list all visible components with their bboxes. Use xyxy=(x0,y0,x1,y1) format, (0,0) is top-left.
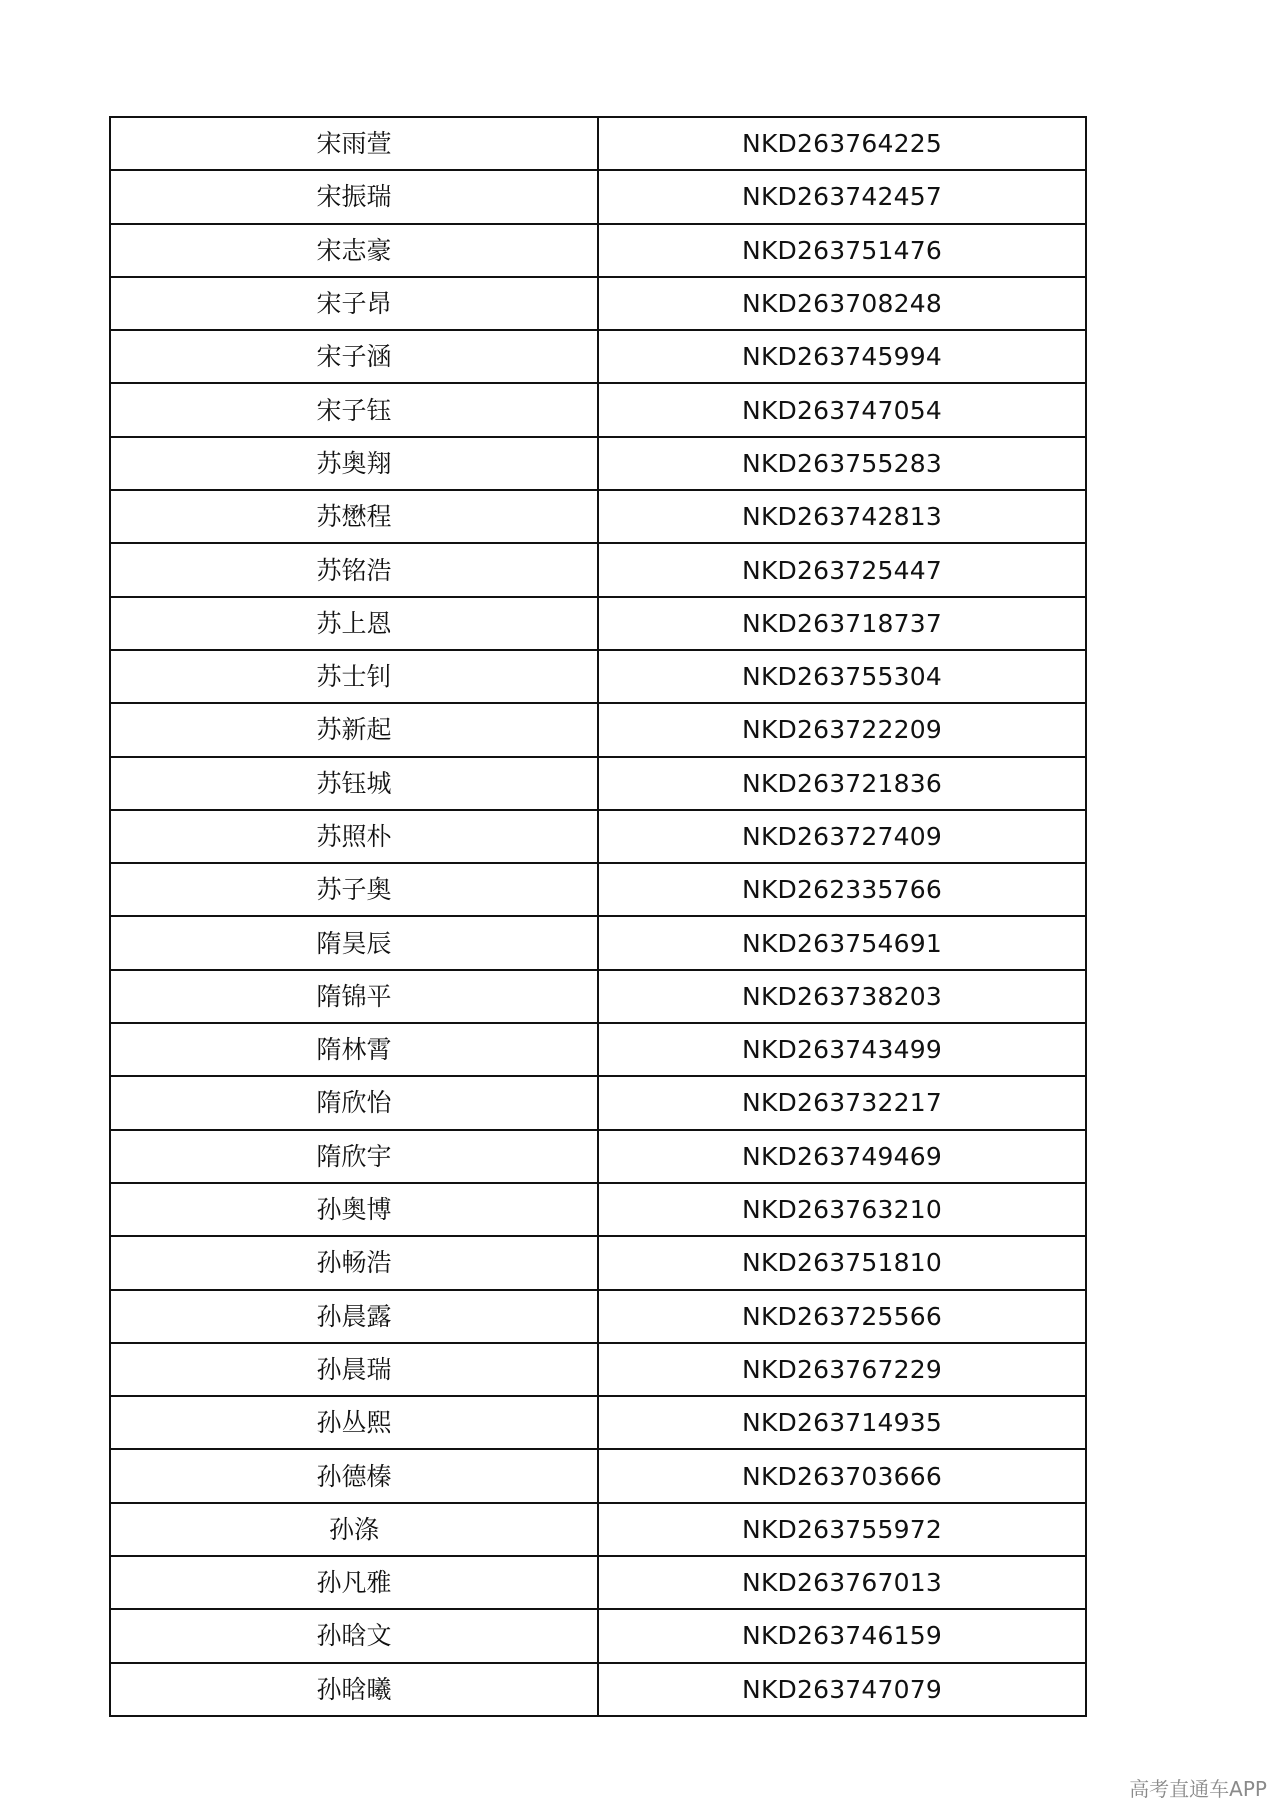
id-cell: NKD263725447 xyxy=(598,543,1086,596)
name-cell: 宋振瑞 xyxy=(110,170,598,223)
name-cell: 隋林霄 xyxy=(110,1023,598,1076)
id-cell: NKD263763210 xyxy=(598,1183,1086,1236)
name-cell: 宋志豪 xyxy=(110,224,598,277)
id-cell: NKD263767229 xyxy=(598,1343,1086,1396)
table-row xyxy=(110,863,1086,916)
id-cell: NKD263764225 xyxy=(598,117,1086,170)
table-row xyxy=(110,1609,1086,1662)
table-row xyxy=(110,757,1086,810)
id-cell: NKD263732217 xyxy=(598,1076,1086,1129)
name-cell: 孙凡雅 xyxy=(110,1556,598,1609)
name-cell: 宋雨萱 xyxy=(110,117,598,170)
id-cell: NKD262335766 xyxy=(598,863,1086,916)
roster-table xyxy=(109,116,1087,1717)
table-row xyxy=(110,1236,1086,1289)
table-row xyxy=(110,970,1086,1023)
table-row xyxy=(110,490,1086,543)
id-cell: NKD263714935 xyxy=(598,1396,1086,1449)
id-cell: NKD263708248 xyxy=(598,277,1086,330)
table-row xyxy=(110,437,1086,490)
id-cell: NKD263755283 xyxy=(598,437,1086,490)
table-row xyxy=(110,543,1086,596)
table-row xyxy=(110,1503,1086,1556)
watermark-text: 高考直通车APP xyxy=(1129,1777,1267,1801)
table-row xyxy=(110,330,1086,383)
id-cell: NKD263751476 xyxy=(598,224,1086,277)
name-cell: 苏钰城 xyxy=(110,757,598,810)
name-cell: 孙丛熙 xyxy=(110,1396,598,1449)
name-cell: 孙德榛 xyxy=(110,1449,598,1502)
id-cell: NKD263755304 xyxy=(598,650,1086,703)
name-cell: 隋锦平 xyxy=(110,970,598,1023)
id-cell: NKD263751810 xyxy=(598,1236,1086,1289)
table-row xyxy=(110,597,1086,650)
name-cell: 宋子昂 xyxy=(110,277,598,330)
id-cell: NKD263742457 xyxy=(598,170,1086,223)
table-row xyxy=(110,117,1086,170)
id-cell: NKD263767013 xyxy=(598,1556,1086,1609)
table-row xyxy=(110,224,1086,277)
name-cell: 苏照朴 xyxy=(110,810,598,863)
id-cell: NKD263721836 xyxy=(598,757,1086,810)
table-row xyxy=(110,1183,1086,1236)
table-row xyxy=(110,810,1086,863)
id-cell: NKD263718737 xyxy=(598,597,1086,650)
table-row xyxy=(110,1076,1086,1129)
table-row xyxy=(110,1343,1086,1396)
table-row xyxy=(110,170,1086,223)
id-cell: NKD263743499 xyxy=(598,1023,1086,1076)
id-cell: NKD263747054 xyxy=(598,383,1086,436)
name-cell: 宋子涵 xyxy=(110,330,598,383)
id-cell: NKD263738203 xyxy=(598,970,1086,1023)
name-cell: 孙晗文 xyxy=(110,1609,598,1662)
table-row xyxy=(110,703,1086,756)
table-row xyxy=(110,1130,1086,1183)
name-cell: 隋欣宇 xyxy=(110,1130,598,1183)
name-cell: 苏子奥 xyxy=(110,863,598,916)
name-cell: 隋昊辰 xyxy=(110,916,598,969)
name-cell: 宋子钰 xyxy=(110,383,598,436)
id-cell: NKD263754691 xyxy=(598,916,1086,969)
table-row xyxy=(110,383,1086,436)
name-cell: 苏士钊 xyxy=(110,650,598,703)
table-row xyxy=(110,916,1086,969)
name-cell: 隋欣怡 xyxy=(110,1076,598,1129)
name-cell: 苏新起 xyxy=(110,703,598,756)
name-cell: 孙晗曦 xyxy=(110,1663,598,1716)
id-cell: NKD263755972 xyxy=(598,1503,1086,1556)
name-cell: 苏奥翔 xyxy=(110,437,598,490)
table-row xyxy=(110,650,1086,703)
name-cell: 苏上恩 xyxy=(110,597,598,650)
table-row xyxy=(110,1556,1086,1609)
name-cell: 孙奥博 xyxy=(110,1183,598,1236)
name-cell: 孙晨露 xyxy=(110,1290,598,1343)
id-cell: NKD263745994 xyxy=(598,330,1086,383)
id-cell: NKD263747079 xyxy=(598,1663,1086,1716)
id-cell: NKD263746159 xyxy=(598,1609,1086,1662)
id-cell: NKD263749469 xyxy=(598,1130,1086,1183)
id-cell: NKD263725566 xyxy=(598,1290,1086,1343)
table-row xyxy=(110,1449,1086,1502)
name-cell: 孙晨瑞 xyxy=(110,1343,598,1396)
table-row xyxy=(110,277,1086,330)
name-cell: 苏懋程 xyxy=(110,490,598,543)
roster-table-body xyxy=(110,117,1086,1716)
table-row xyxy=(110,1023,1086,1076)
name-cell: 苏铭浩 xyxy=(110,543,598,596)
table-row xyxy=(110,1663,1086,1716)
id-cell: NKD263722209 xyxy=(598,703,1086,756)
id-cell: NKD263742813 xyxy=(598,490,1086,543)
table-row xyxy=(110,1396,1086,1449)
table-row xyxy=(110,1290,1086,1343)
id-cell: NKD263703666 xyxy=(598,1449,1086,1502)
id-cell: NKD263727409 xyxy=(598,810,1086,863)
name-cell: 孙畅浩 xyxy=(110,1236,598,1289)
name-cell: 孙涤 xyxy=(110,1503,598,1556)
